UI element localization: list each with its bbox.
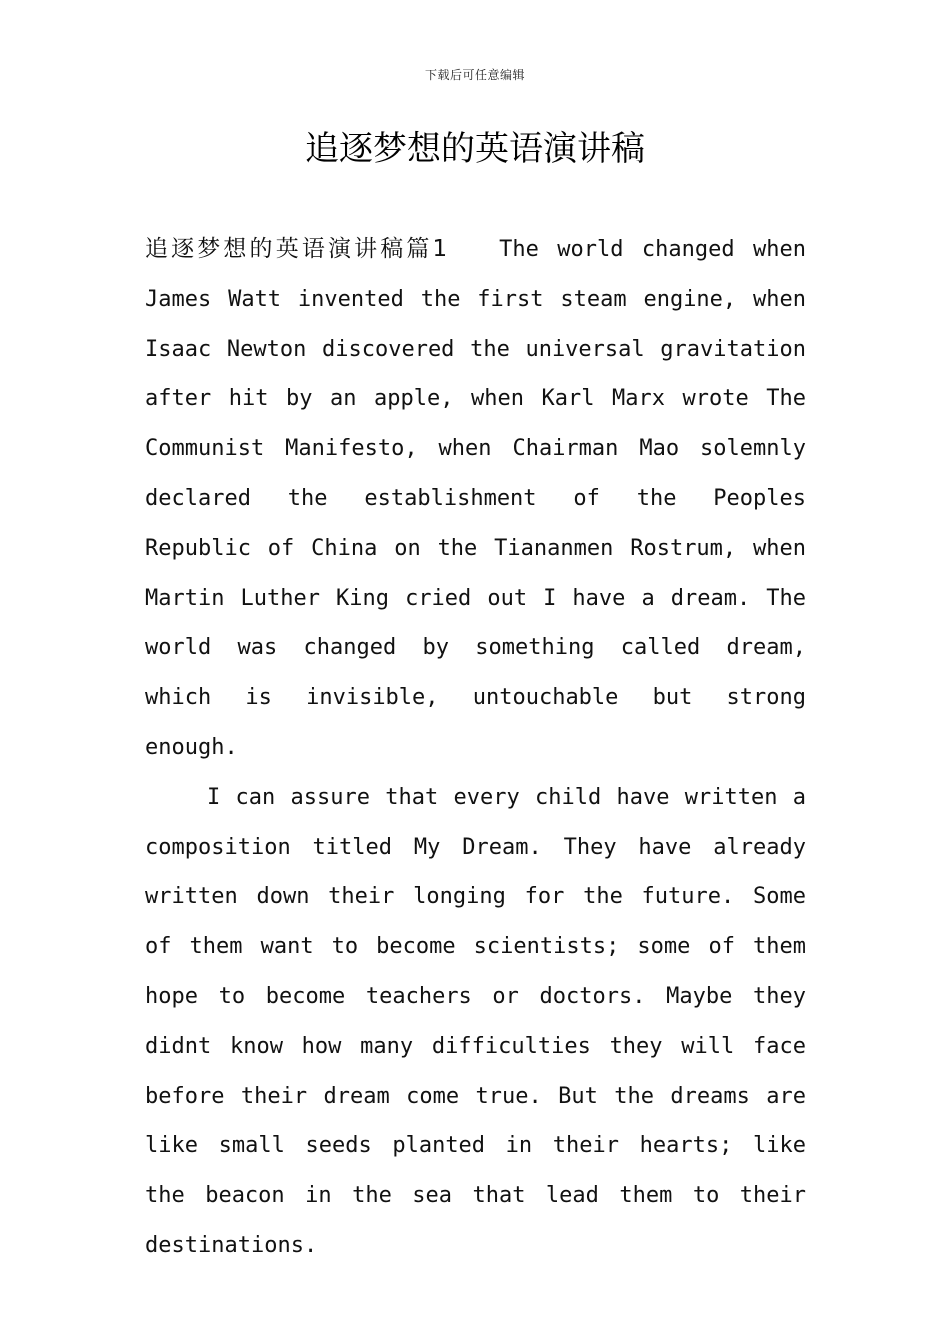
header-note: 下载后可任意编辑	[424, 68, 525, 82]
paragraph-2: I can assure that every child have written a composition titled My Dream. They have already written down their longing for the future. Some of them want to become scientists; some of them hope to become teachers or doctors. Maybe they didnt know how many difficulties they will face before their dream come true. But the dreams are like small seeds planted in their hearts; like the beacon in the sea that lead them to their destinations.	[145, 784, 806, 1258]
paragraph-1	[145, 225, 806, 773]
document-title: 追逐梦想的英语演讲稿	[305, 129, 645, 169]
section-heading: 追逐梦想的英语演讲稿篇1	[145, 236, 448, 262]
paragraph-1-text: The world changed when James Watt invented the first steam engine, when Isaac Newton discovered the universal gravitation after hit by an apple, when Karl Marx wrote The Communist Manifesto, when Chairman Mao solemnly declared the establishment of the Peoples Republic of China on the Tiananmen Rostrum, when Martin Luther King cried out I have a dream. The world was changed by something called dream, which is invisible, untouchable but strong enough.	[145, 237, 806, 760]
document-body	[145, 225, 806, 1271]
